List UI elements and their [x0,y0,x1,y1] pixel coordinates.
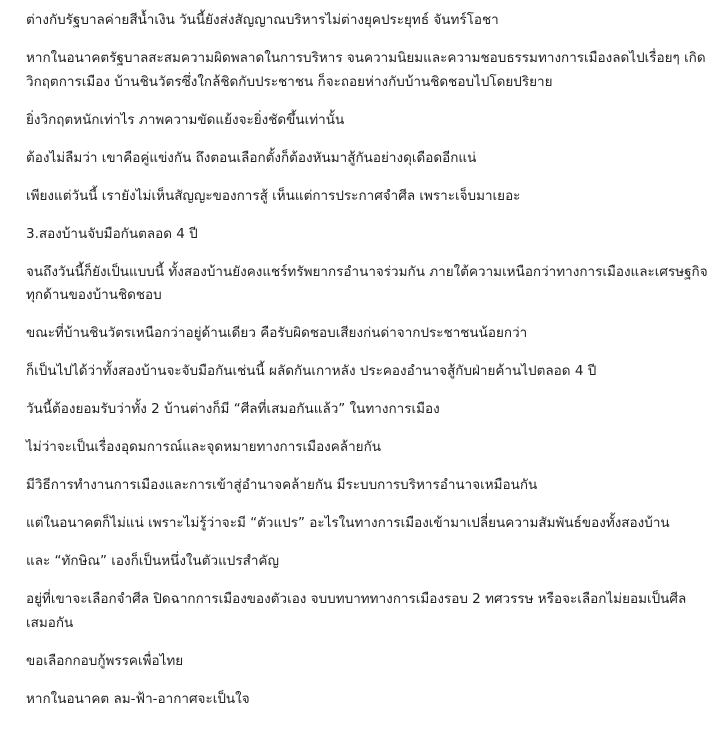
paragraph: หากในอนาคตรัฐบาลสะสมความผิดพลาดในการบริหาร จนความนิยมและความชอบธรรมทางการเมืองลดไปเรื่อยๆ เกิดวิกฤตการเมือง บ้านชินวัตรซึ่งใกล้ชิดกับประชาชน ก็จะถอยห่างกับบ้านชิดชอบไปโดยปริยาย [26,50,706,90]
paragraph: วันนี้ต้องยอมรับว่าทั้ง 2 บ้านต่างก็มี “ศีลที่เสมอกันแล้ว” ในทางการเมือง [26,401,440,417]
paragraph: จนถึงวันนี้ก็ยังเป็นแบบนี้ ทั้งสองบ้านยังคงแชร์ทรัพยากรอำนาจร่วมกัน ภายใต้ความเหนือกว่าทางการเมืองและเศรษฐกิจทุกด้านของบ้านชิดชอบ [26,263,708,303]
paragraph: ขอเลือกกอบกู้พรรคเพื่อไทย [26,652,184,669]
paragraph: มีวิธีการทำงานการเมืองและการเข้าสู่อำนาจคล้ายกัน มีระบบการบริหารอำนาจเหมือนกัน [26,477,538,493]
paragraph: เพียงแต่วันนี้ เรายังไม่เห็นสัญญะของการสู้ เห็นแต่การประกาศจำศีล เพราะเจ็บมาเยอะ [26,187,521,204]
article-body [26,9,712,726]
paragraph: และ “ทักษิณ” เองก็เป็นหนึ่งในตัวแปรสำคัญ [26,553,279,569]
paragraph: ต้องไม่ลืมว่า เขาคือคู่แข่งกัน ถึงตอนเลือกตั้งก็ต้องหันมาสู้กันอย่างดุเดือดอีกแน่ [26,149,477,166]
paragraph: ก็เป็นไปได้ว่าทั้งสองบ้านจะจับมือกันเช่นนี้ ผลัดกันเกาหลัง ประคองอำนาจสู้กับฝ่ายค้านไปตลอด 4 ปี [26,363,597,379]
paragraph: ขณะที่บ้านชินวัตรเหนือกว่าอยู่ด้านเดียว คือรับผิดชอบเสียงก่นด่าจากประชาชนน้อยกว่า [26,325,528,341]
paragraph: แต่ในอนาคตก็ไม่แน่ เพราะไม่รู้ว่าจะมี “ตัวแปร” อะไรในทางการเมืองเข้ามาเปลี่ยนความสัมพันธ์ของทั้งสองบ้าน [26,515,670,531]
paragraph: ยิ่งวิกฤตหนักเท่าไร ภาพความขัดแย้งจะยิ่งชัดขึ้นเท่านั้น [26,111,345,128]
paragraph: อยู่ที่เขาจะเลือกจำศีล ปิดฉากการเมืองของตัวเอง จบบทบาททางการเมืองรอบ 2 ทศวรรษ หรือจะเลือกไม่ยอมเป็นศีลเสมอกัน [26,591,687,631]
paragraph: ต่างกับรัฐบาลค่ายสีน้ำเงิน วันนี้ยังส่งสัญญาณบริหารไม่ต่างยุคประยุทธ์ จันทร์โอชา [26,12,499,28]
paragraph: หากในอนาคต ลม-ฟ้า-อากาศจะเป็นใจ [26,690,250,707]
paragraph: ไม่ว่าจะเป็นเรื่องอุดมการณ์และจุดหมายทางการเมืองคล้ายกัน [26,439,381,455]
section-heading: 3.สองบ้านจับมือกันตลอด 4 ปี [26,225,198,242]
